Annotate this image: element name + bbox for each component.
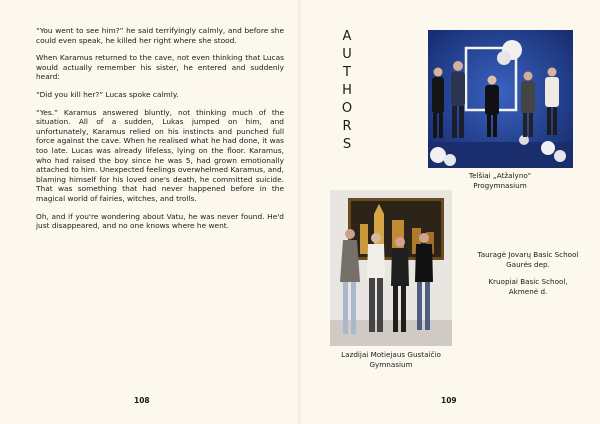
story-paragraph: When Karamus returned to the cave, not even thinking that Lucas would actually remember his sister, he entered and suddenly heard: [36,53,284,82]
title-letter: T [343,65,351,80]
book-gutter [298,0,302,424]
caption-line: Telšiai „Atžalyno" [468,171,532,180]
story-paragraph: “Did you kill her?” Lucas spoke calmly. [36,89,179,99]
group-photo-lazdijai [330,190,452,346]
title-letter: O [341,101,353,116]
authors-vertical-title [340,28,354,154]
story-paragraph: Oh, and if you're wondering about Vatu, he was never found. He'd just disappeared, and no one knows where he went. [36,211,284,231]
photo-caption-lazdijai [322,350,460,369]
school-district: Akmenė d. [508,286,548,296]
title-letter: A [342,29,352,44]
page-number-left: 108 [134,396,150,405]
caption-line: Progymnasium [473,180,527,190]
group-photo-telsiai [428,30,573,168]
story-paragraph: “Yes.” Karamus answered bluntly, not thinking much of the situation. All of a sudden, Lukas jumped on him, and unfortunately, Karamus relied on his instincts and punched full force against the cave. When he realised what he had done, it was too late. Lucas was already lifeless, lying on the floor. Karamus, who had raised the boy since he was 5, had grown emotionally attached to him. Unexpected feelings overwhelmed Karamus, and, blaming himself for his loved one's death, he committed suicide. That was something that had never happened before in the magical world of fairies, witches, and trolls. [36,107,284,203]
caption-line: Lazdijai Motiejaus Gustaičio [341,350,441,359]
page-number-right: 109 [441,396,457,405]
story-paragraph: “You went to see him?” he said terrifyingly calmly, and before she could even speak, he killed her right where she stood. [36,26,284,45]
title-letter: U [342,47,352,62]
schools-list [458,250,598,296]
title-letter: R [342,119,352,134]
school-name: Kruopiai Basic School, [488,277,568,286]
title-letter: S [342,137,352,152]
school-department: Gaurės dep. [506,259,550,269]
photo-caption-telsiai [430,171,570,190]
school-name: Tauragė Jovarų Basic School [477,250,579,259]
story-text-column [36,26,284,239]
title-letter: H [342,83,352,98]
caption-line: Gymnasium [369,359,413,369]
